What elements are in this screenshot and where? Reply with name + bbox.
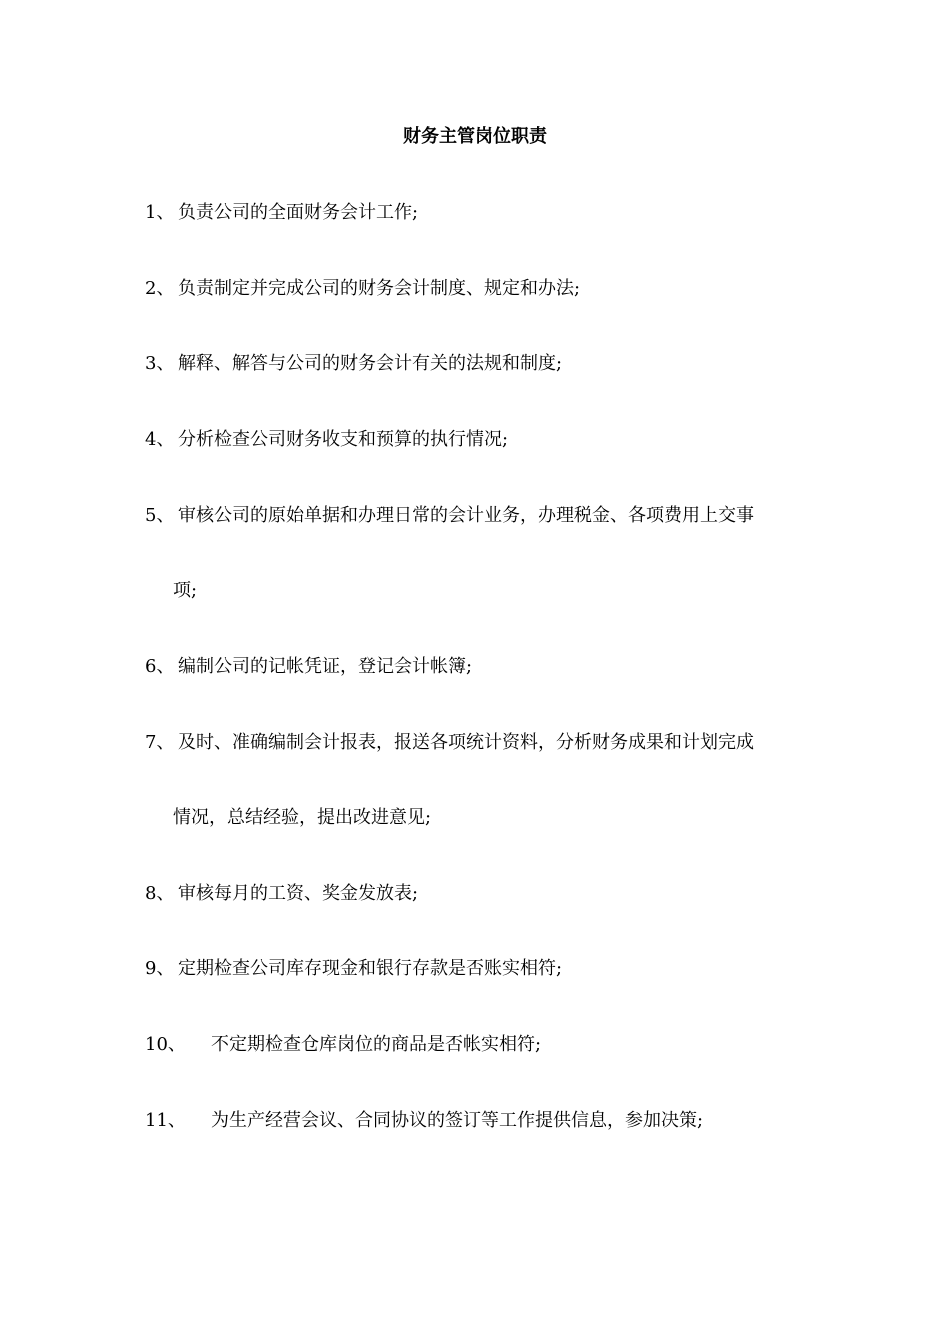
item-text: 负责公司的全面财务会计工作; [178,202,419,223]
list-item-7 [145,730,754,756]
item-number: 6、 [145,656,175,677]
item-number: 8、 [145,883,175,904]
page-title: 财务主管岗位职责 [403,126,547,147]
item-text: 解释、解答与公司的财务会计有关的法规和制度; [178,353,563,374]
item-text: 分析检查公司财务收支和预算的执行情况; [178,429,509,450]
item-number: 1、 [145,202,175,223]
list-item-8 [145,881,418,907]
item-text: 为生产经营会议、合同协议的签订等工作提供信息，参加决策; [211,1110,704,1131]
item-number: 5、 [145,505,175,526]
item-text: 不定期检查仓库岗位的商品是否帐实相符; [211,1034,542,1055]
list-item-1 [145,200,418,226]
item-number: 9、 [145,958,175,979]
item-text: 编制公司的记帐凭证，登记会计帐簿; [178,656,473,677]
item-number: 7、 [145,732,175,753]
list-item-9 [145,956,562,982]
item-number: 2、 [145,278,175,299]
item-text: 审核每月的工资、奖金发放表; [178,883,419,904]
list-item-4 [145,427,508,453]
item-number: 11、 [145,1110,186,1131]
list-item-6 [145,654,472,680]
item-text: 及时、准确编制会计报表，报送各项统计资料，分析财务成果和计划完成 [178,732,754,753]
list-item-3 [145,351,562,377]
item-text: 定期检查公司库存现金和银行存款是否账实相符; [178,958,563,979]
list-item-11 [145,1108,703,1134]
list-item-7-continuation: 情况，总结经验，提出改进意见; [173,807,432,828]
list-item-5-continuation: 项; [173,580,198,601]
item-number: 4、 [145,429,175,450]
item-number: 10、 [145,1034,186,1055]
list-item-2 [145,276,580,302]
list-item-10 [145,1032,541,1058]
item-text: 负责制定并完成公司的财务会计制度、规定和办法; [178,278,581,299]
list-item-5 [145,503,754,529]
item-text: 审核公司的原始单据和办理日常的会计业务，办理税金、各项费用上交事 [178,505,754,526]
item-number: 3、 [145,353,175,374]
